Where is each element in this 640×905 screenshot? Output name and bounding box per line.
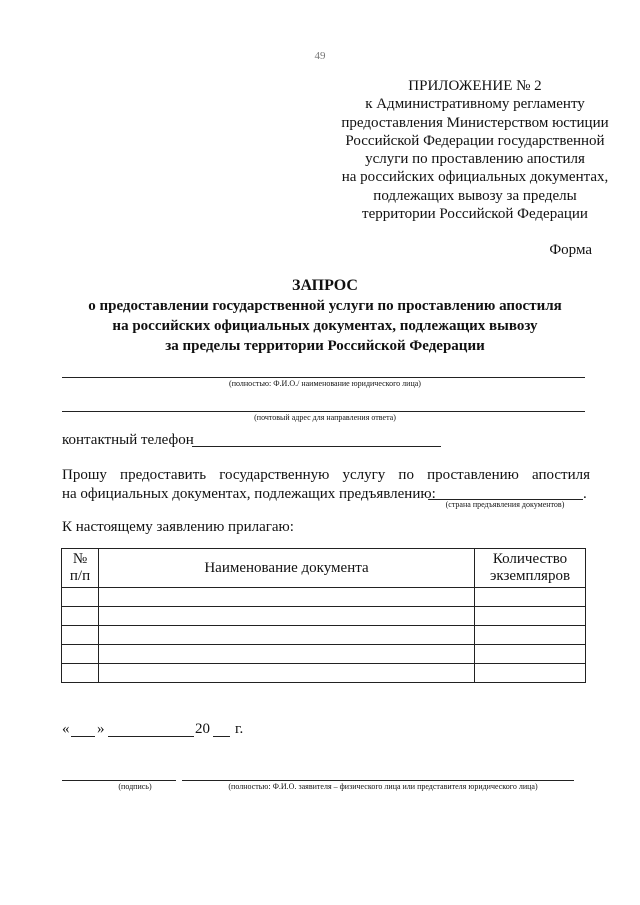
cell-number[interactable] (62, 645, 99, 664)
title-sub-line: о предоставлении государственной услуги по проставлению апостиля (88, 298, 562, 314)
title-sub-line: на российских официальных документах, подлежащих вывозу (112, 318, 538, 334)
header-document-name: Наименование документа (99, 549, 475, 588)
attach-label: К настоящему заявлению прилагаю: (62, 519, 294, 535)
cell-document-name[interactable] (99, 588, 475, 607)
date-month-field[interactable] (108, 736, 194, 737)
header-quantity (475, 549, 586, 588)
cell-quantity[interactable] (475, 645, 586, 664)
documents-table (61, 548, 586, 683)
date-year-suffix: г. (235, 721, 244, 737)
title-main: ЗАПРОС (292, 277, 358, 294)
address-field-line[interactable] (62, 411, 585, 412)
appendix-line: услуги по проставлению апостиля (365, 151, 585, 168)
table-row (62, 588, 586, 607)
table-header-row (62, 549, 586, 588)
name-field-caption: (полностью: Ф.И.О./ наименование юридического лица) (229, 379, 421, 388)
request-text-line2: на официальных документах, подлежащих предъявлению: (62, 486, 436, 502)
appendix-line: предоставления Министерством юстиции (341, 114, 609, 131)
form-label: Форма (549, 242, 592, 258)
page-number: 49 (314, 50, 326, 62)
phone-label: контактный телефон (62, 432, 194, 448)
table-row (62, 664, 586, 683)
date-year-prefix: 20 (195, 721, 210, 737)
signature-field-line[interactable] (62, 780, 176, 781)
name-field-line[interactable] (62, 377, 585, 378)
cell-quantity[interactable] (475, 664, 586, 683)
header-number-line: п/п (69, 568, 91, 584)
request-text-line1: Прошу предоставить государственную услугу по проставлению апостиля (62, 467, 590, 483)
document-title (60, 276, 590, 356)
appendix-line: к Административному регламенту (365, 96, 585, 113)
header-number-line: № (72, 551, 88, 567)
appendix-heading: ПРИЛОЖЕНИЕ № 2 (408, 78, 542, 94)
cell-number[interactable] (62, 588, 99, 607)
cell-document-name[interactable] (99, 607, 475, 626)
cell-quantity[interactable] (475, 588, 586, 607)
header-quantity-line: экземпляров (489, 568, 571, 584)
cell-number[interactable] (62, 607, 99, 626)
date-close-quote: » (97, 721, 105, 737)
signer-name-caption: (полностью: Ф.И.О. заявителя – физического лица или представителя юридического лица) (228, 782, 538, 791)
cell-document-name[interactable] (99, 626, 475, 645)
appendix-line: территории Российской Федерации (362, 206, 588, 223)
cell-number[interactable] (62, 664, 99, 683)
signature-caption: (подпись) (118, 782, 152, 791)
date-day-field[interactable] (71, 736, 95, 737)
table-row (62, 626, 586, 645)
cell-number[interactable] (62, 626, 99, 645)
title-sub-line: за пределы территории Российской Федерации (165, 338, 485, 354)
appendix-line: Российской Федерации государственной (345, 132, 605, 149)
appendix-line: подлежащих вывозу за пределы (373, 187, 577, 204)
header-number (62, 549, 99, 588)
date-year-field[interactable] (213, 736, 230, 737)
cell-document-name[interactable] (99, 664, 475, 683)
phone-field-line[interactable] (192, 446, 441, 447)
period: . (583, 486, 587, 502)
cell-document-name[interactable] (99, 645, 475, 664)
table-row (62, 645, 586, 664)
country-field-caption: (страна предъявления документов) (445, 500, 565, 509)
appendix-line: на российских официальных документах, (341, 169, 609, 186)
cell-quantity[interactable] (475, 607, 586, 626)
date-open-quote: « (62, 721, 70, 737)
signer-name-field-line[interactable] (182, 780, 574, 781)
table-row (62, 607, 586, 626)
header-quantity-line: Количество (492, 551, 568, 567)
address-field-caption: (почтовый адрес для направления ответа) (254, 413, 396, 422)
appendix-block (330, 77, 620, 223)
cell-quantity[interactable] (475, 626, 586, 645)
